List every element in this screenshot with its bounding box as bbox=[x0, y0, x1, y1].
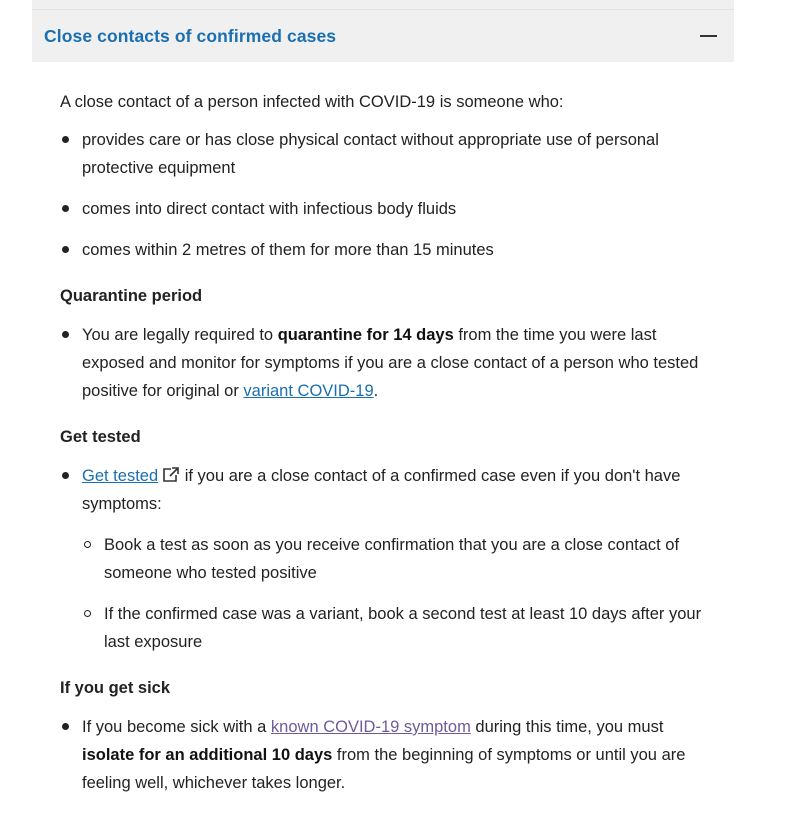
text: from the time you were last exposed and monitor for symptoms if you are a close contact of a person who tested positive for original or bbox=[82, 326, 699, 400]
text: from the beginning of symptoms or until you are feeling well, whichever takes longer. bbox=[82, 746, 686, 792]
list-item: comes into direct contact with infectious body fluids bbox=[60, 195, 720, 223]
known-symptom-link[interactable]: known COVID-19 symptom bbox=[270, 718, 471, 736]
list-item bbox=[60, 713, 720, 797]
emphasis-text: quarantine for 14 days bbox=[277, 326, 454, 344]
intro-text: A close contact of a person infected with COVID-19 is someone who: bbox=[60, 93, 564, 111]
list-item bbox=[60, 462, 720, 656]
list-item: If the confirmed case was a variant, book a second test at least 10 days after your last exposure bbox=[82, 600, 720, 656]
quarantine-list bbox=[60, 321, 720, 405]
get-tested-list bbox=[60, 462, 720, 656]
accordion-title[interactable]: Close contacts of confirmed cases bbox=[44, 25, 337, 46]
text: If you become sick with a bbox=[82, 718, 271, 736]
list-item bbox=[60, 321, 720, 405]
sick-list bbox=[60, 713, 720, 797]
variant-covid-link[interactable]: variant COVID-19 bbox=[243, 382, 374, 400]
accordion-divider bbox=[32, 0, 734, 10]
if-you-get-sick-heading: If you get sick bbox=[60, 679, 171, 697]
list-item: Book a test as soon as you receive confirmation that you are a close contact of someone who tested positive bbox=[82, 531, 720, 587]
list-item: comes within 2 metres of them for more than 15 minutes bbox=[60, 236, 720, 264]
text: You are legally required to bbox=[82, 326, 278, 344]
external-link-icon[interactable] bbox=[162, 464, 180, 480]
get-tested-sublist bbox=[82, 531, 720, 656]
text: during this time, you must bbox=[470, 718, 664, 736]
get-tested-link[interactable]: Get tested bbox=[82, 467, 159, 485]
quarantine-heading: Quarantine period bbox=[60, 287, 203, 305]
text: if you are a close contact of a confirmed case even if you don't have symptoms: bbox=[82, 467, 681, 513]
get-tested-heading: Get tested bbox=[60, 428, 141, 446]
contact-criteria-list bbox=[60, 126, 720, 264]
text: . bbox=[373, 382, 379, 400]
accordion-content bbox=[32, 62, 720, 797]
list-item: provides care or has close physical contact without appropriate use of personal protective equipment bbox=[60, 126, 720, 182]
emphasis-text: isolate for an additional 10 days bbox=[82, 746, 333, 764]
accordion-header[interactable] bbox=[32, 10, 734, 62]
accordion-close-contacts bbox=[32, 0, 734, 810]
minus-icon[interactable] bbox=[700, 35, 717, 37]
